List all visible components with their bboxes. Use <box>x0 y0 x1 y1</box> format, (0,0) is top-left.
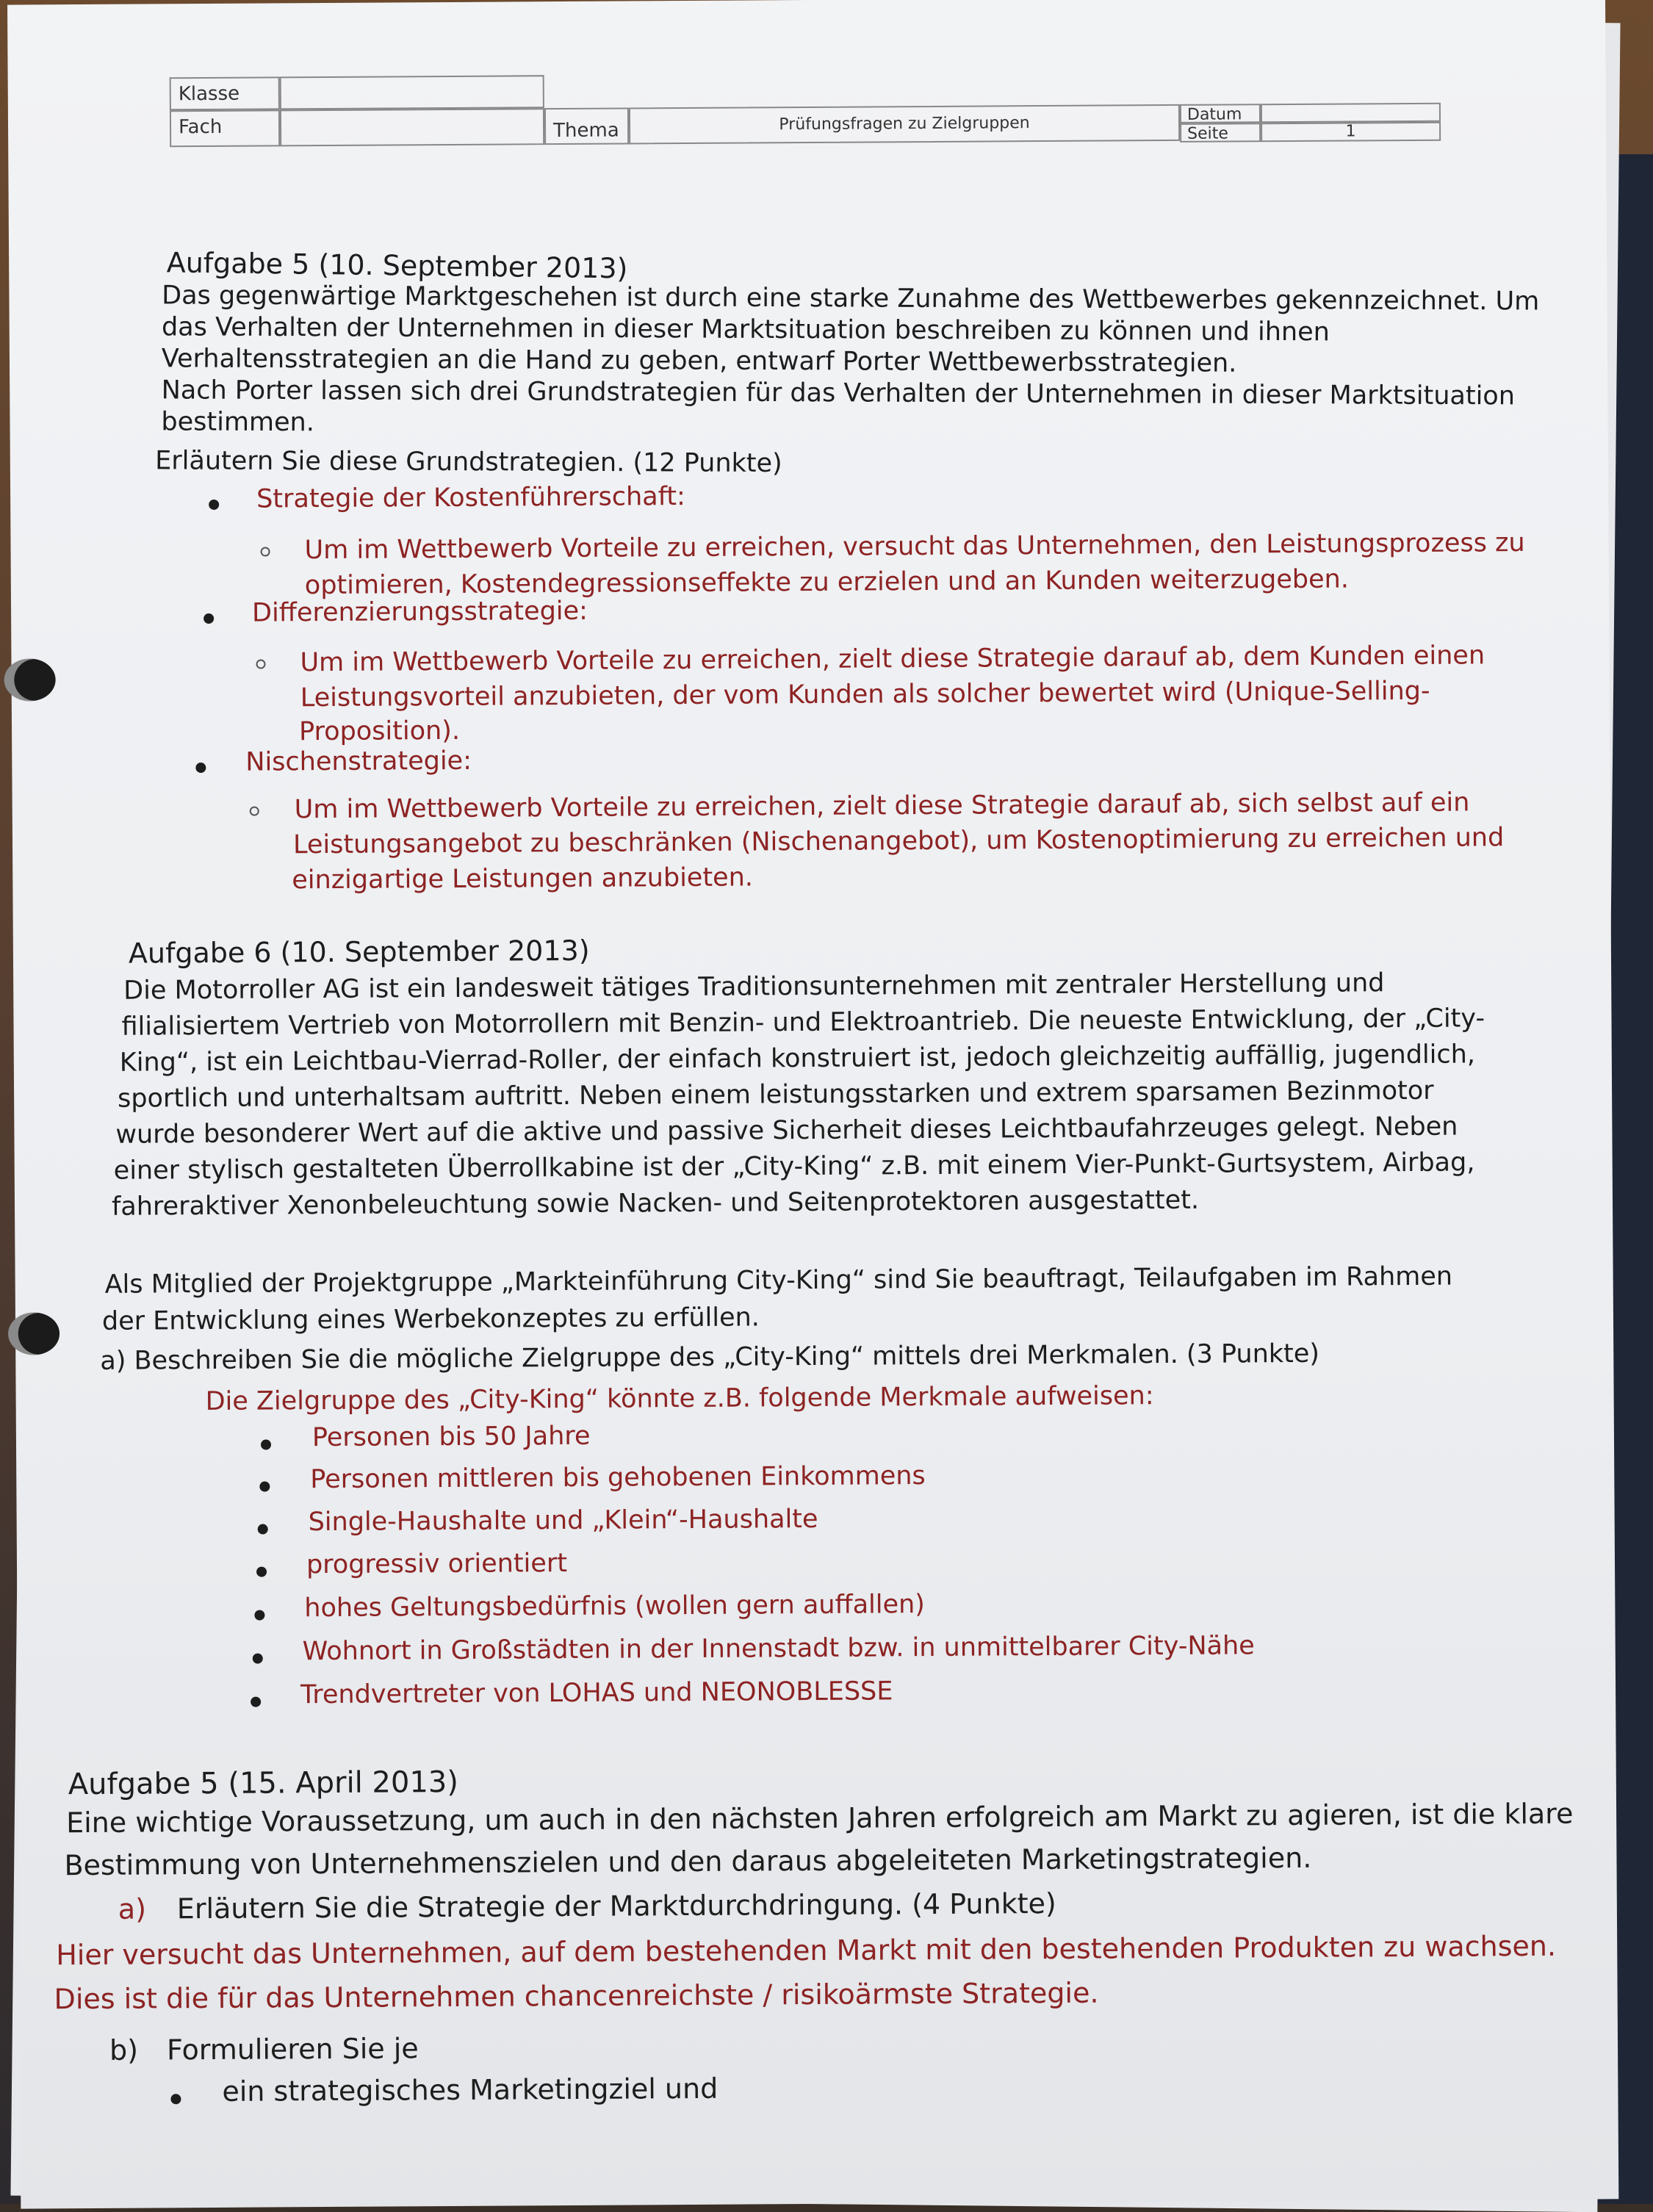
bullet <box>256 1567 267 1577</box>
datum-value <box>1261 103 1441 123</box>
fach-value <box>280 108 544 146</box>
bullet <box>254 1610 264 1621</box>
strategy-name: Differenzierungsstrategie: <box>251 596 588 628</box>
intro-line: das Verhalten der Unternehmen in dieser Marktsituation beschreiben zu können und ihnen <box>161 312 1330 347</box>
datum-label: Datum <box>1180 104 1261 123</box>
intro-line: Verhaltensstrategien an die Hand zu geben, entwarf Porter Wettbewerbsstrategien. <box>161 344 1237 378</box>
text-line: King“, ist ein Leichtbau-Vierrad-Roller, der einfach konstruiert ist, jedoch gleichzeitig auffällig, jugendlich, <box>119 1040 1476 1078</box>
answer-intro: Die Zielgruppe des „City-King“ könnte z.B. folgende Merkmale aufweisen: <box>205 1381 1154 1417</box>
a-label: a) <box>118 1892 147 1925</box>
text-line: sportlich und unterhaltsam auftritt. Neben einem leistungsstarken und extrem sparsamen Bezinmotor <box>117 1076 1434 1114</box>
intro-line: Das gegenwärtige Marktgeschehen ist durch eine starke Zunahme des Wettbewerbes gekennzeichnet. Um <box>162 281 1540 317</box>
trait-item: Personen bis 50 Jahre <box>311 1421 591 1453</box>
bullet <box>259 1481 270 1491</box>
intro-line: Nach Porter lassen sich drei Grundstrategien für das Verhalten der Unternehmen in dieser Marktsituation <box>161 375 1516 411</box>
task-5-sep-title: Aufgabe 5 (10. September 2013) <box>166 246 628 285</box>
answer-line: Dies ist die für das Unternehmen chancenreichste / risikoärmste Strategie. <box>54 1976 1099 2016</box>
answer-line: Hier versucht das Unternehmen, auf dem bestehenden Markt mit den bestehenden Produkten zu wachsen. <box>56 1929 1557 1972</box>
strategy-desc: Um im Wettbewerb Vorteile zu erreichen, versucht das Unternehmen, den Leistungsprozess zu <box>304 528 1525 566</box>
bullet <box>261 1439 271 1449</box>
trait-item: hohes Geltungsbedürfnis (wollen gern auffallen) <box>304 1590 926 1624</box>
task-5-sep-question: Erläutern Sie diese Grundstrategien. (12 Punkte) <box>155 446 782 479</box>
task-5-apr-question-a: Erläutern Sie die Strategie der Marktdurchdringung. (4 Punkte) <box>176 1887 1056 1925</box>
sub-bullet <box>261 547 270 556</box>
bullet <box>253 1654 263 1664</box>
punch-hole-lower <box>8 1312 60 1355</box>
strategy-name: Strategie der Kostenführerschaft: <box>256 482 686 514</box>
punch-hole-upper <box>4 658 55 701</box>
text-line: wurde besonderer Wert auf die aktive und passive Sicherheit dieses Leichtbaufahrzeuges gelegt. Neben <box>115 1112 1458 1150</box>
thema-label: Thema <box>544 107 629 145</box>
trait-item: Single-Haushalte und „Klein“-Haushalte <box>308 1504 818 1538</box>
text-line: Die Motorroller AG ist ein landesweit tätiges Traditionsunternehmen mit zentraler Herstellung und <box>123 968 1385 1006</box>
sub-bullet <box>250 807 259 816</box>
bullet <box>170 2094 181 2104</box>
trait-item: Personen mittleren bis gehobenen Einkommens <box>310 1461 926 1495</box>
text-line: der Entwicklung eines Werbekonzeptes zu erfüllen. <box>101 1303 760 1336</box>
trait-item: progressiv orientiert <box>306 1549 568 1580</box>
strategy-desc: Leistungsvorteil anzubieten, der vom Kunden als solcher bewertet wird (Unique-Selling- <box>300 676 1430 713</box>
strategy-desc: Um im Wettbewerb Vorteile zu erreichen, zielt diese Strategie darauf ab, sich selbst auf ein <box>294 788 1470 825</box>
bullet <box>258 1524 268 1535</box>
document-page <box>7 0 1618 2209</box>
text-line: einer stylisch gestalteten Überrollkabine ist der „City-King“ z.B. mit einem Vier-Punkt-Gurtsystem, Airbag, <box>113 1148 1475 1186</box>
trait-item: Wohnort in Großstädten in der Innenstadt bzw. in unmittelbarer City-Nähe <box>302 1631 1255 1667</box>
bullet <box>251 1697 261 1707</box>
task-6-question-a: a) Beschreiben Sie die mögliche Zielgruppe des „City-King“ mittels drei Merkmalen. (3 Punkte) <box>100 1339 1320 1376</box>
seite-label: Seite <box>1180 123 1261 143</box>
klasse-value <box>280 75 544 109</box>
bullet <box>209 500 219 510</box>
klasse-label: Klasse <box>170 76 280 110</box>
strategy-desc: Um im Wettbewerb Vorteile zu erreichen, zielt diese Strategie darauf ab, dem Kunden einen <box>300 641 1485 678</box>
strategy-name: Nischenstrategie: <box>245 746 472 777</box>
task-6-title: Aufgabe 6 (10. September 2013) <box>128 934 590 970</box>
strategy-desc: einzigartige Leistungen anzubieten. <box>292 862 754 896</box>
fach-label: Fach <box>170 109 280 147</box>
task-5-apr-question-b: Formulieren Sie je <box>166 2032 419 2067</box>
intro-line: bestimmen. <box>161 407 314 438</box>
text-line: fahreraktiver Xenonbeleuchtung sowie Nacken- und Seitenprotektoren ausgestattet. <box>111 1185 1200 1222</box>
text-line: Als Mitglied der Projektgruppe „Markteinführung City-King“ sind Sie beauftragt, Teilaufgaben im Rahmen <box>104 1261 1453 1300</box>
text-line: Bestimmung von Unternehmenszielen und den daraus abgeleiteten Marketingstrategien. <box>64 1841 1312 1882</box>
seite-value: 1 <box>1261 122 1441 142</box>
bullet <box>204 613 214 624</box>
text-line: filialisiertem Vertrieb von Motorrollern mit Benzin- und Elektroantrieb. Die neueste Entwicklung, der „City- <box>121 1004 1485 1042</box>
b-label: b) <box>109 2033 139 2067</box>
bullet <box>195 763 206 773</box>
trait-item: Trendvertreter von LOHAS und NEONOBLESSE <box>300 1676 893 1710</box>
text-line: Eine wichtige Voraussetzung, um auch in den nächsten Jahren erfolgreich am Markt zu agieren, ist die klare <box>66 1797 1574 1840</box>
b-item: ein strategisches Marketingziel und <box>222 2072 719 2108</box>
sub-bullet <box>256 660 265 669</box>
strategy-desc: Proposition). <box>298 716 461 747</box>
strategy-desc: optimieren, Kostendegressionseffekte zu erzielen und an Kunden weiterzugeben. <box>304 564 1350 601</box>
strategy-desc: Leistungsangebot zu beschränken (Nischenangebot), um Kostenoptimierung zu erreichen und <box>292 823 1505 860</box>
header-table <box>170 70 1441 225</box>
task-5-apr-title: Aufgabe 5 (15. April 2013) <box>68 1765 459 1802</box>
thema-value: Prüfungsfragen zu Zielgruppen <box>629 104 1180 145</box>
